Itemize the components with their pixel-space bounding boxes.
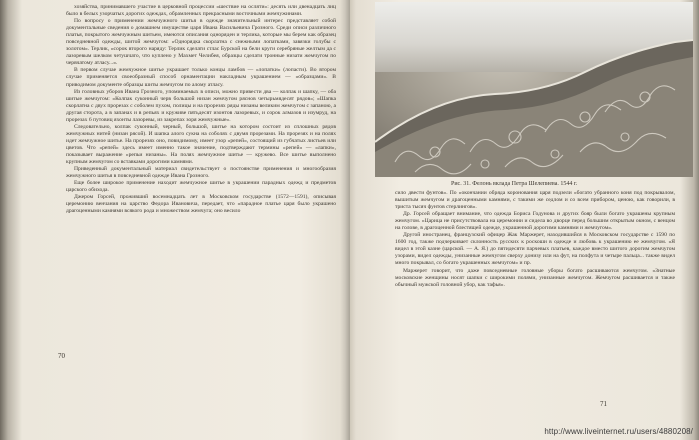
left-page-text xyxy=(66,4,336,354)
left-paragraph: Еще более широкое применение находит жемчужное шитье в украшении парадных одежд и предметов царского обихода. xyxy=(66,180,336,194)
right-paragraph: Другой иностранец, французский офицер Жак Маржерет, находившийся в Московском государстве с 1590 по 1600 год, также подчеркивает склонность русских к роскоши в одежде и любовь к украшению ее жемчугом. «Я видел в этой казне (царской. — А. Я.) до пятидесяти парчевых платьев, каждое вместо шитого дорогим жемчугом узорами, видел одежды, унизанные жемчугом сверху донизу или на фут, на полфута и четыре пальца... также видел много покрывал, со богато украшенных жемчугом» и пр. xyxy=(395,232,675,267)
left-paragraph: В первом случае жемчужное шитье украшает только концы ламбов — «лопатки» (лопасти). Во втором случае применяется своеобразный способ орнаментации накладным украшением — «образцами». В приводимом документе образцы шиты жемчугом по алому атласу. xyxy=(66,67,336,88)
right-page-text xyxy=(395,190,675,380)
left-paragraph: Джером Горсей, проживший восемнадцать лет в Московском государстве (1572—1591), описывая церемонию венчания на царство Федора Ивановича, передает, что «парадное платье царя было украшено драгоценными камнями всякого рода и множеством жемчуга; оно весило xyxy=(66,194,336,215)
embroidered-vestment-photo xyxy=(375,2,693,177)
figure-caption: Рис. 31. Фелонь вклада Петра Шелепиева. 1544 г. xyxy=(451,181,578,187)
page-number-right: 71 xyxy=(600,400,607,408)
right-paragraph: сило двести фунтов». По «окончании обряда коронования царя подзели «богато убранного коня под покрывалом, вышитым жемчугом и драгоценными камнями, с такими же седлом и со всем прибором, ценою, как говорили, в триста тысяч фунтов стерлингов». xyxy=(395,190,675,211)
left-page xyxy=(18,0,348,440)
left-paragraph: Из головных уборов Ивана Грозного, упоминаемых в описи, можно привести два — колпак и шапку, — оба шитые жемчугом: «Колпак суконный черв большой низан жемчугом ряснов четырьмядесят рядов»; «Шапка скорлатна с двух прорезах с соболем пухом, полицы и на прорезях ряды низаны великим жемчугом с запаною, а другая сторота, а в запанах и в репьях и круживе пятьдесят изонтов лазоревых, и сорок алмазов и изумруд, на прорезах 6 путовиц яхонты лазоревы, из закрепах зоря жемчужные». xyxy=(66,88,336,123)
left-paragraph: Следовательно, колпак суконный, черный, большой, шитье на котором состоит из сплошных рядов жемчужных нитей (низан рясой). И шапка алого сукна на соболях с двумя прорезами. На прорезях и на полях идет жемчужное шитье. На прорезях оно, повидимому, имеет узор «репей», состоящий из губчатых листьев или цветов. Что «репей» здесь имеет именно такое значение, подтверждают термины «репей» — «лапки», показывает выражение «репьи низаны». На полях жемчужное шитье — кружево. Все шитье выполнено крупным жемчугом со вставками дорогими камнями. xyxy=(66,123,336,166)
right-paragraph: Др. Горсей обращает внимание, что одежда Бориса Годунова и других бояр были богато украшены крупным жемчугом. «Царица не присутствовала на церемонии и сидела во дворце перед большим открытым окном, с венцом на голове, в драгоценной блестящей одежде, украшенной дорогими камнями и жемчугом». xyxy=(395,211,675,232)
right-page xyxy=(355,0,685,440)
left-paragraph: хозяйства, принимавшего участие в церковной процессии «шествие на осляти»: десять или двенадцать лиц было в белых узорчатых дорогих одеждах, обрамленных прекрасными восточными жемчужинами. xyxy=(66,4,336,18)
left-paragraph: По вопросу о применении жемчужного шитья в одежде значительный интерес представляет собой документальные сведения о домашнем имуществе царя Ивана Васильевича Грозного. Среди описи различного платья, покрытого жемчужным шитьем, имеются описания одноряден и терлика, которые мы берем как образец повседневной одежды, шитой жемчугом: «Однорядка скорлатна с снежными лопатками, завязки голубы с золотом». Терлик, «сорок второго наряду: Терлик сделати стлас Бурской на бели круги серебряные желтым да с лазоревым шелком четушчато, что куплено у Махмет Челибея, образцы сделати тронные низати жемчугом по червчатому атласу...». xyxy=(66,18,336,67)
watermark-url: http://www.liveinternet.ru/users/4880208/ xyxy=(544,427,693,436)
vestment-ornament-illustration xyxy=(375,2,693,177)
left-paragraph: Приведенный документальный материал свидетельствует о постоянстве применения и многообразия жемчужного шитья в повседневной одежде Ивана Грозного. xyxy=(66,166,336,180)
right-paragraph: Маржерет говорит, что даже повседневные головные уборы богато расшиваются жемчугом. «Знатные московские женщины носят шапки с широкими полями, унизанные жемчугом. Жемчугом расшивается и также обычный мужской головной убор, как тафья». xyxy=(395,267,675,288)
page-number-left: 70 xyxy=(58,352,65,360)
